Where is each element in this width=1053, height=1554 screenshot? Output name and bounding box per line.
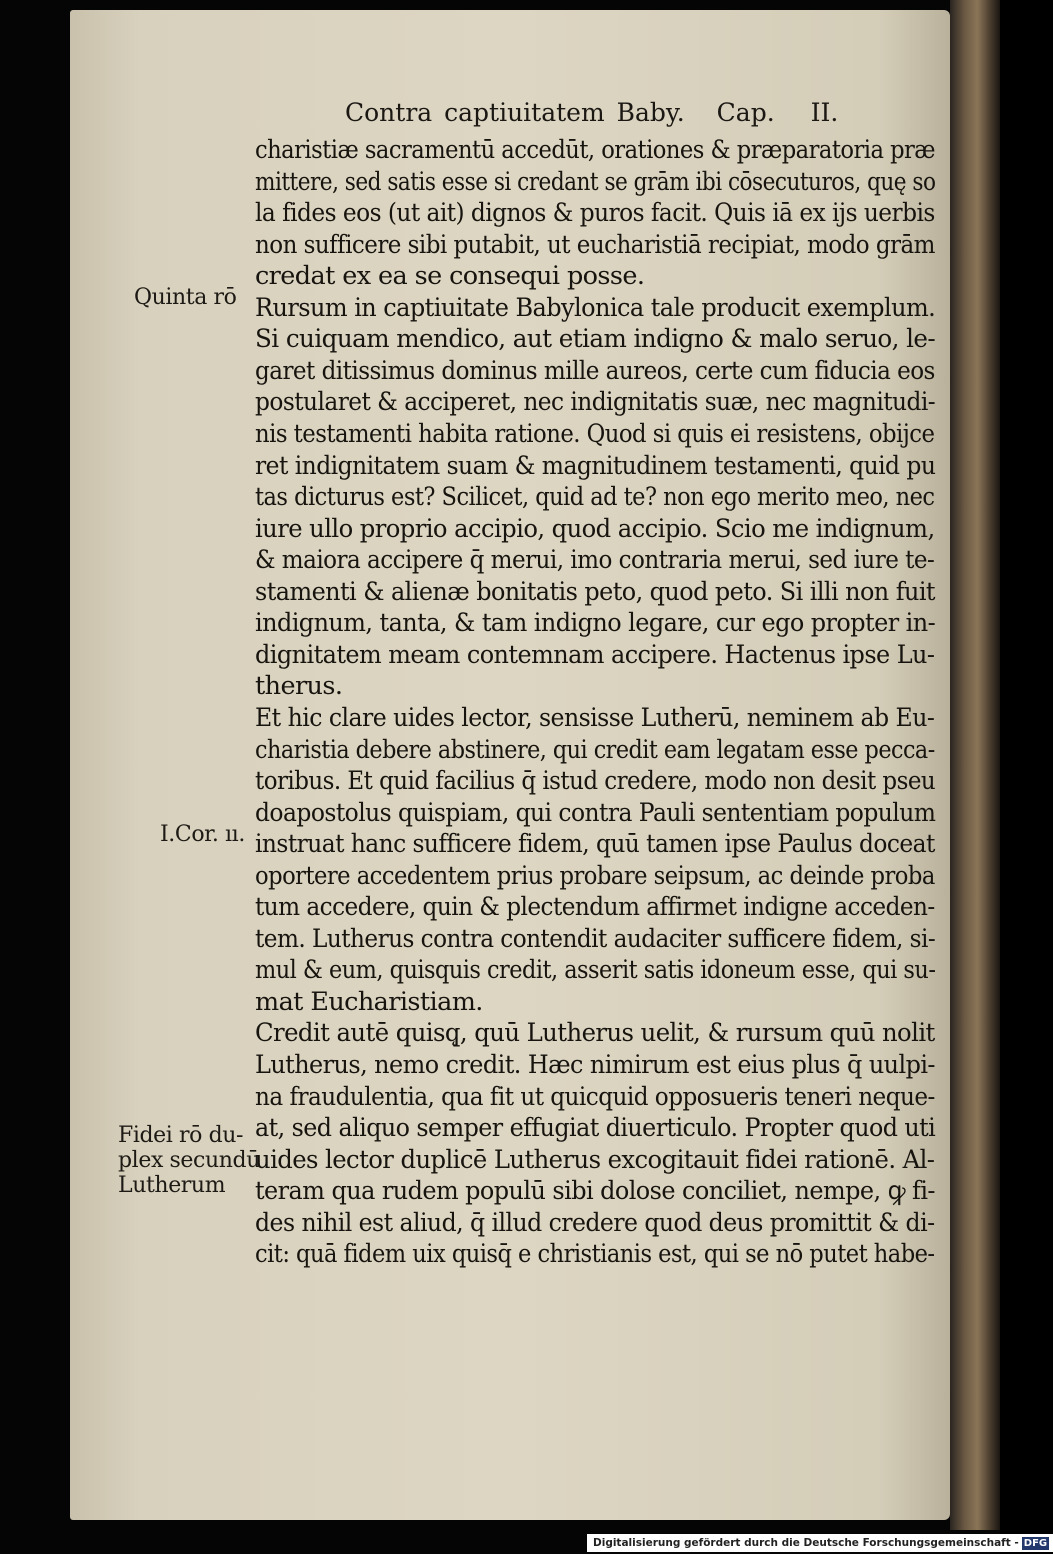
text-line: mat Eucharistiam. xyxy=(255,986,483,1017)
chapter-label: Cap. xyxy=(716,98,775,127)
text-line: credat ex ea se consequi posse. xyxy=(255,261,645,292)
text-line: des nihil est aliud, q̄ illud credere quod deus promittit & di- xyxy=(255,1207,935,1238)
text-line: tum accedere, quin & plectendum affirmet indigne acceden- xyxy=(255,892,935,923)
margin-note-corinthians: I.Cor. ıı. xyxy=(160,822,245,847)
text-line: ret indignitatem suam & magnitudinem testamenti, quid pu xyxy=(255,450,936,481)
text-line: tas dicturus est? Scilicet, quid ad te? non ego merito meo, nec xyxy=(255,482,935,513)
text-line: stamenti & alienæ bonitatis peto, quod peto. Si illi non fuit xyxy=(255,576,935,607)
text-line: postularet & acciperet, nec indignitatis suæ, nec magnitudi- xyxy=(255,387,936,418)
margin-note-fidei-3: Lutherum xyxy=(118,1173,226,1198)
text-line: therus. xyxy=(255,671,343,702)
running-head xyxy=(345,98,838,127)
text-line: nis testamenti habita ratione. Quod si quis ei resistens, obijce xyxy=(255,418,935,449)
text-line: mul & eum, quisquis credit, asserit satis idoneum esse, qui su- xyxy=(255,955,936,986)
text-line: toribus. Et quid facilius q̄ istud credere, modo non desit pseu xyxy=(255,766,936,796)
dfg-logo: DFG xyxy=(1023,1538,1048,1549)
book-spine xyxy=(950,0,1000,1530)
text-line: charistiæ sacramentū accedūt, orationes & præparatoria præ xyxy=(255,135,936,165)
margin-note-quinta: Quinta rō xyxy=(134,285,237,310)
text-line: non sufficere sibi putabit, ut eucharistiā recipiat, modo grām xyxy=(255,229,935,260)
digitization-footer xyxy=(587,1534,1053,1552)
text-line: & maiora accipere q̄ merui, imo contraria merui, sed iure te- xyxy=(255,545,935,576)
text-line: charistia debere abstinere, qui credit eam legatam esse pecca- xyxy=(255,734,935,765)
margin-note-fidei-1: Fidei rō du- xyxy=(118,1123,244,1148)
text-line: instruat hanc sufficere fidem, quū tamen ipse Paulus doceat xyxy=(255,829,935,860)
text-line: oportere accedentem prius probare seipsum, ac deinde proba xyxy=(255,860,935,891)
text-line: Si cuiquam mendico, aut etiam indigno & malo seruo, le- xyxy=(255,324,936,355)
text-line: mittere, sed satis esse si credant se grām ibi cōsecuturos, quę so xyxy=(255,166,936,197)
text-line: la fides eos (ut ait) dignos & puros facit. Quis iā ex ijs uerbis xyxy=(255,198,935,229)
text-line: Rursum in captiuitate Babylonica tale producit exemplum. xyxy=(255,292,936,323)
footer-text: Digitalisierung gefördert durch die Deutsche Forschungsgemeinschaft - xyxy=(593,1537,1019,1549)
text-line: garet ditissimus dominus mille aureos, certe cum fiducia eos xyxy=(255,355,935,386)
text-line: Lutherus, nemo credit. Hæc nimirum est eius plus q̄ uulpi- xyxy=(255,1050,935,1080)
text-line: teram qua rudem populū sibi dolose conciliet, nempe, ꝙ fi- xyxy=(255,1176,935,1207)
text-line: at, sed aliquo semper effugiat diuerticulo. Propter quod uti xyxy=(255,1113,936,1144)
text-line: uides lector duplicē Lutherus excogitauit fidei rationē. Al- xyxy=(255,1144,935,1175)
text-line: indignum, tanta, & tam indigno legare, cur ego propter in- xyxy=(255,608,936,639)
text-line: na fraudulentia, qua fit ut quicquid opposueris teneri neque- xyxy=(255,1081,935,1112)
chapter-number: II. xyxy=(810,98,839,127)
text-line: tem. Lutherus contra contendit audaciter sufficere fidem, si- xyxy=(255,923,936,954)
text-line: dignitatem meam contemnam accipere. Hactenus ipse Lu- xyxy=(255,639,935,670)
text-line: doapostolus quispiam, qui contra Pauli sententiam populum xyxy=(255,797,936,828)
text-line: Credit autē quisq̨, quū Lutherus uelit, & rursum quū nolit xyxy=(255,1018,935,1049)
text-line: Et hic clare uides lector, sensisse Lutherū, neminem ab Eu- xyxy=(255,702,935,733)
text-line: cit: quā fidem uix quisq̄ e christianis est, qui se nō putet habe- xyxy=(255,1239,935,1270)
text-line: iure ullo proprio accipio, quod accipio. Scio me indignum, xyxy=(255,513,935,544)
running-head-title: Contra captiuitatem Baby. xyxy=(345,98,685,127)
margin-note-fidei-2: plex secundū xyxy=(118,1148,260,1173)
